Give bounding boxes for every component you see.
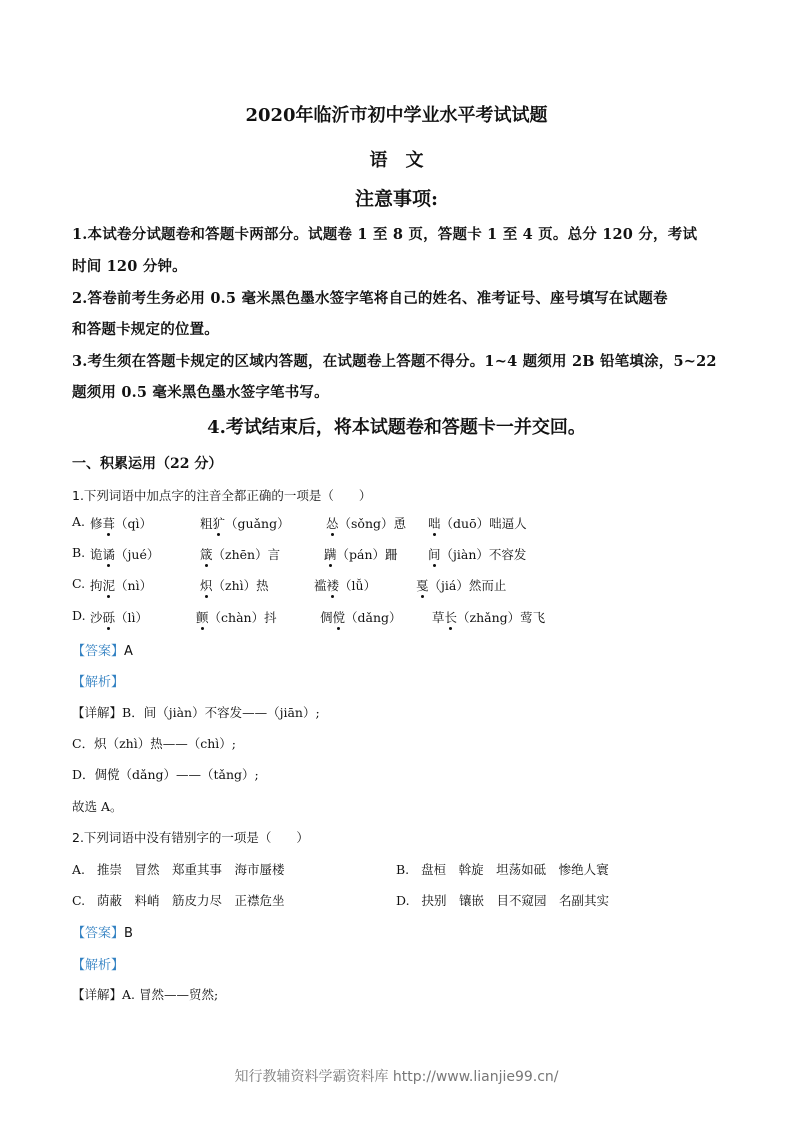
q1-option-d-3: 倜傥（dǎng） bbox=[320, 610, 402, 625]
q1-option-d-1: 沙砾（lì） bbox=[90, 610, 149, 625]
q2-answer bbox=[72, 922, 133, 941]
subject-title: 语 文 bbox=[369, 150, 424, 171]
answer-label: 【答案】 bbox=[72, 926, 125, 941]
notice-heading: 注意事项: bbox=[354, 188, 438, 210]
q1-option-b-1: 诡谲（jué） bbox=[90, 547, 160, 562]
q1-stem: 1.下列词语中加点字的注音全都正确的一项是（ ） bbox=[72, 488, 372, 503]
q2-option-c: C. 荫蔽 料峭 筋皮力尽 正襟危坐 bbox=[72, 893, 285, 908]
section-heading: 一、积累运用（22 分） bbox=[72, 456, 223, 472]
q1-detail-1: 【详解】B．间（jiàn）不容发——（jiān）; bbox=[72, 705, 320, 720]
q1-option-b-2: 箴（zhēn）言 bbox=[200, 547, 281, 562]
document-title: 2020年临沂市初中学业水平考试试题 bbox=[245, 105, 548, 126]
answer-value: B bbox=[124, 926, 133, 941]
q1-option-c-3: 褴褛（lǚ） bbox=[314, 578, 377, 593]
q2-analysis-label: 【解析】 bbox=[72, 958, 125, 973]
notice-line-2: 时间 120 分钟。 bbox=[72, 258, 187, 275]
q2-option-d: D. 抉别 镶嵌 目不窥园 名副其实 bbox=[396, 893, 609, 908]
notice-line-3: 2.答卷前考生务必用 0.5 毫米黑色墨水签字笔将自己的姓名、准考证号、座号填写在试题卷 bbox=[72, 290, 668, 307]
q1-detail-2: C．炽（zhì）热——（chì）; bbox=[72, 736, 236, 751]
q1-option-a-2: 粗犷（guǎng） bbox=[200, 516, 290, 531]
q1-detail-4: 故选 A。 bbox=[72, 799, 123, 814]
q1-option-c-1: 拘泥（nì） bbox=[90, 578, 153, 593]
notice-line-1: 1.本试卷分试题卷和答题卡两部分。试题卷 1 至 8 页，答题卡 1 至 4 页。总分 120 分，考试 bbox=[72, 226, 698, 243]
notice-line-4: 和答题卡规定的位置。 bbox=[72, 321, 219, 338]
q1-option-b-letter: B. bbox=[72, 545, 86, 560]
q1-option-a-1: 修葺（qì） bbox=[90, 516, 153, 531]
q2-option-b: B. 盘桓 斡旋 坦荡如砥 惨绝人寰 bbox=[396, 862, 609, 877]
q1-option-c-letter: C. bbox=[72, 576, 86, 591]
notice-line-5: 3.考生须在答题卡规定的区域内答题，在试题卷上答题不得分。1~4 题须用 2B 铅笔填涂，5~22 bbox=[72, 353, 717, 370]
q1-answer bbox=[72, 640, 133, 659]
q1-option-d-letter: D. bbox=[72, 608, 86, 623]
q1-detail-3: D．倜傥（dǎng）——（tǎng）; bbox=[72, 767, 259, 782]
notice-line-6: 题须用 0.5 毫米黑色墨水签字笔书写。 bbox=[72, 384, 329, 401]
notice-4: 4.考试结束后，将本试题卷和答题卡一并交回。 bbox=[207, 417, 586, 438]
q1-option-a-4: 咄（duō）咄逼人 bbox=[428, 516, 527, 531]
answer-label: 【答案】 bbox=[72, 644, 125, 659]
q2-detail: 【详解】A. 冒然——贸然; bbox=[72, 987, 219, 1002]
q2-stem: 2.下列词语中没有错别字的一项是（ ） bbox=[72, 830, 309, 845]
q1-option-c-2: 炽（zhì）热 bbox=[200, 578, 269, 593]
q1-option-d-4: 草长（zhǎng）莺飞 bbox=[432, 610, 546, 625]
q1-option-a-letter: A. bbox=[72, 514, 86, 529]
q2-option-a: A. 推崇 冒然 郑重其事 海市蜃楼 bbox=[72, 862, 285, 877]
q1-option-a-3: 怂（sǒng）恿 bbox=[326, 516, 407, 531]
answer-value: A bbox=[124, 644, 133, 659]
q1-option-d-2: 颤（chàn）抖 bbox=[196, 610, 277, 625]
q1-option-b-3: 蹒（pán）跚 bbox=[324, 547, 398, 562]
q1-analysis-label: 【解析】 bbox=[72, 675, 125, 690]
q1-option-b-4: 间（jiàn）不容发 bbox=[428, 547, 527, 562]
q1-option-c-4: 戛（jiá）然而止 bbox=[416, 578, 507, 593]
footer-watermark: 知行教辅资料学霸资料库 http://www.lianjie99.cn/ bbox=[234, 1069, 559, 1085]
